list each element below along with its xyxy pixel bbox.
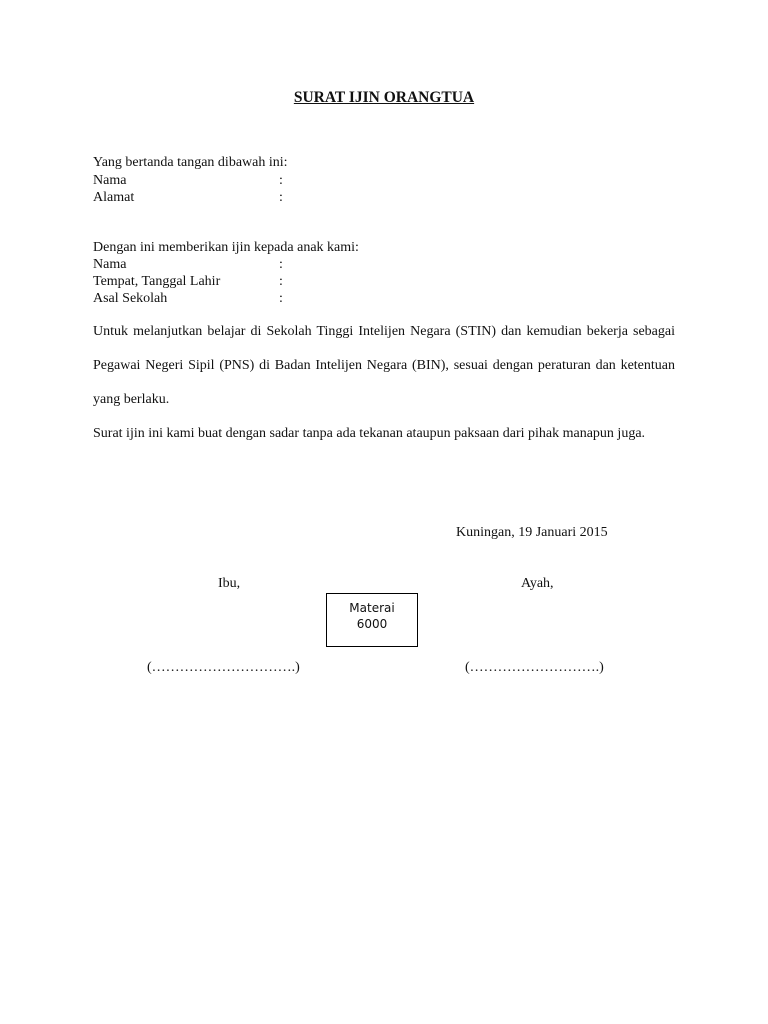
child-school-colon: : [279, 291, 283, 306]
mother-label: Ibu, [218, 576, 241, 591]
materai-value: 6000 [356, 617, 388, 631]
father-signature-line: (……………………….) [465, 660, 604, 675]
materai-label: Materai [349, 601, 395, 615]
child-name-colon: : [279, 257, 283, 272]
parent-address-label: Alamat [93, 190, 135, 205]
child-school-label: Asal Sekolah [93, 291, 168, 306]
child-intro-text: Dengan ini memberikan ijin kepada anak kami: [93, 240, 359, 255]
parent-address-colon: : [279, 190, 283, 205]
paragraph-purpose: Untuk melanjutkan belajar di Sekolah Tinggi Intelijen Negara (STIN) dan kemudian bekerja sebagai Pegawai Negeri Sipil (PNS) di Badan Intelijen Negara (BIN), sesuai dengan peraturan dan ketentuan yang berlaku. [93, 324, 675, 407]
child-birth-colon: : [279, 274, 283, 289]
document-title: SURAT IJIN ORANGTUA [293, 89, 475, 106]
father-label: Ayah, [521, 576, 554, 591]
materai-stamp-box [326, 593, 418, 647]
child-birth-label: Tempat, Tanggal Lahir [93, 274, 221, 289]
paragraph-statement: Surat ijin ini kami buat dengan sadar tanpa ada tekanan ataupun paksaan dari pihak manapun juga. [93, 426, 646, 441]
intro-text: Yang bertanda tangan dibawah ini: [93, 155, 288, 170]
parent-name-label: Nama [93, 173, 127, 188]
place-date: Kuningan, 19 Januari 2015 [456, 525, 608, 540]
child-name-label: Nama [93, 257, 127, 272]
parent-name-colon: : [279, 173, 283, 188]
mother-signature-line: (………………………….) [147, 660, 300, 675]
